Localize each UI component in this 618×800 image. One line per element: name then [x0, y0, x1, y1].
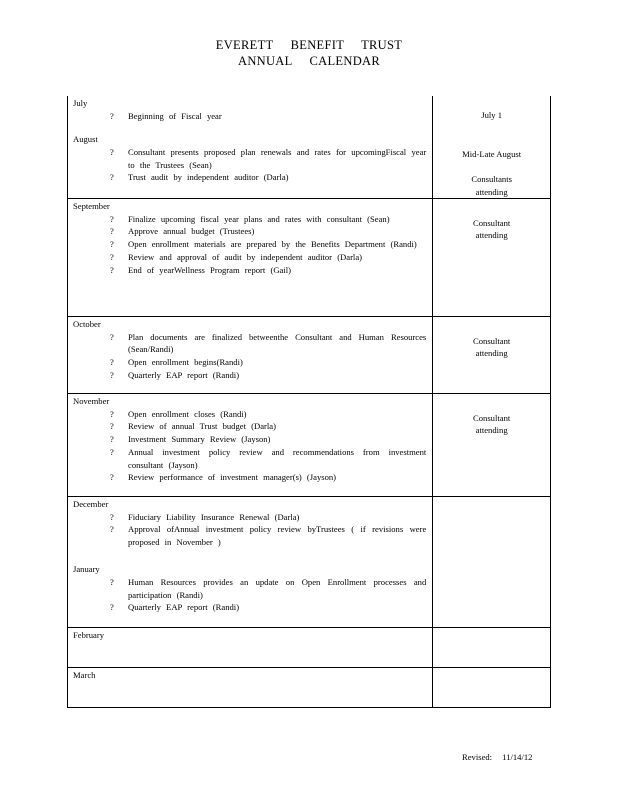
calendar-item	[73, 446, 426, 472]
bullet-icon: ?	[110, 226, 114, 237]
month-label: July	[73, 98, 88, 108]
month-label: March	[73, 669, 96, 680]
bullet-icon: ?	[110, 511, 114, 522]
document-title-line-2: ANNUAL CALENDAR	[238, 54, 380, 68]
calendar-item	[73, 146, 426, 172]
calendar-item-text: Open enrollment closes (Randi)	[128, 408, 247, 419]
calendar-item	[73, 433, 426, 446]
calendar-item-text: Beginning of Fiscal year	[128, 111, 222, 121]
calendar-item	[73, 369, 426, 382]
calendar-note: July 1	[481, 110, 503, 120]
bullet-icon: ?	[110, 251, 114, 262]
bullet-icon: ?	[110, 434, 114, 445]
bullet-icon: ?	[110, 369, 114, 380]
calendar-note: Mid-Late August	[462, 149, 522, 159]
calendar-note: Consultant attending	[473, 217, 511, 241]
calendar-row	[68, 627, 551, 667]
calendar-item-text: Review performance of investment manager(s) (Jayson)	[128, 472, 337, 483]
calendar-row	[68, 96, 551, 198]
calendar-item-text: Approval ofAnnual investment policy review byTrustees ( if revisions were proposed in November )	[128, 524, 427, 548]
calendar-note: Consultant attending	[473, 412, 511, 436]
calendar-item	[73, 471, 426, 484]
bullet-icon: ?	[110, 472, 114, 483]
calendar-note: Consultants attending	[471, 174, 512, 197]
calendar-row	[68, 198, 551, 316]
bullet-icon: ?	[110, 239, 114, 250]
calendar-item-text: Trust audit by independent auditor (Darla)	[128, 172, 289, 183]
bullet-icon: ?	[110, 331, 114, 342]
month-label: September	[73, 200, 110, 211]
calendar-item-text: Fiduciary Liability Insurance Renewal (Darla)	[128, 511, 300, 522]
calendar-activities-cell	[68, 627, 433, 667]
calendar-notes-cell	[433, 393, 551, 496]
revised-date: Revised: 11/14/12	[462, 752, 533, 762]
bullet-icon: ?	[110, 357, 114, 368]
calendar-item-text: Open enrollment begins(Randi)	[128, 357, 243, 368]
bullet-icon: ?	[110, 146, 114, 157]
calendar-item	[73, 420, 426, 433]
calendar-item-text: Quarterly EAP report (Randi)	[128, 369, 240, 380]
calendar-notes-cell	[433, 627, 551, 667]
calendar-item-text: Open enrollment materials are prepared by the Benefits Department (Randi)	[128, 239, 417, 250]
calendar-activities-cell	[68, 198, 433, 316]
month-label: August	[73, 133, 98, 144]
calendar-item	[73, 408, 426, 421]
bullet-icon: ?	[110, 576, 114, 587]
calendar-item	[73, 523, 426, 549]
bullet-icon: ?	[110, 602, 114, 613]
calendar-row	[68, 316, 551, 393]
calendar-activities-cell	[68, 496, 433, 627]
bullet-icon: ?	[110, 524, 114, 535]
month-label: October	[73, 318, 101, 329]
bullet-icon: ?	[110, 264, 114, 275]
calendar-item	[73, 576, 426, 602]
calendar-item	[73, 331, 426, 357]
calendar-notes-cell	[433, 96, 551, 198]
bullet-icon: ?	[110, 213, 114, 224]
calendar-item	[73, 511, 426, 524]
calendar-item	[73, 238, 426, 251]
calendar-row	[68, 496, 551, 627]
document-title-line-1: EVERETT BENEFIT TRUST	[215, 38, 403, 52]
calendar-notes-cell	[433, 316, 551, 393]
bullet-icon: ?	[110, 421, 114, 432]
calendar-row	[68, 667, 551, 707]
calendar-item-text: Quarterly EAP report (Randi)	[128, 602, 240, 613]
calendar-item	[73, 251, 426, 264]
calendar-activities-cell	[68, 316, 433, 393]
calendar-item-text: End of yearWellness Program report (Gail)	[128, 264, 291, 275]
calendar-item	[73, 356, 426, 369]
bullet-icon: ?	[110, 111, 114, 121]
calendar-notes-cell	[433, 496, 551, 627]
bullet-icon: ?	[110, 408, 114, 419]
calendar-item	[73, 225, 426, 238]
calendar-item	[73, 213, 426, 226]
bullet-icon: ?	[110, 446, 114, 457]
month-label: December	[73, 498, 109, 509]
calendar-note: Consultant attending	[473, 335, 511, 359]
month-label: January	[73, 563, 100, 574]
bullet-icon: ?	[110, 172, 114, 183]
month-label: February	[73, 629, 105, 640]
calendar-item-text: Human Resources provides an update on Open Enrollment processes and participation (Randi)	[128, 576, 427, 600]
calendar-item-text: Review and approval of audit by independent auditor (Darla)	[128, 251, 362, 262]
calendar-item-text: Finalize upcoming fiscal year plans and rates with consultant (Sean)	[128, 213, 390, 224]
calendar-notes-cell	[433, 667, 551, 707]
calendar-item-text: Annual investment policy review and recommendations from investment consultant (Jayson)	[128, 446, 427, 470]
calendar-item-text: Investment Summary Review (Jayson)	[128, 434, 271, 445]
calendar-item	[73, 601, 426, 614]
calendar-item	[73, 264, 426, 277]
month-label: November	[73, 395, 110, 406]
calendar-activities-cell	[68, 393, 433, 496]
calendar-activities-cell	[68, 96, 433, 198]
calendar-table	[67, 96, 551, 708]
calendar-item	[73, 171, 426, 184]
calendar-item	[73, 110, 426, 123]
calendar-item-text: Review of annual Trust budget (Darla)	[128, 421, 276, 432]
calendar-item-text: Approve annual budget (Trustees)	[128, 226, 255, 237]
calendar-activities-cell	[68, 667, 433, 707]
calendar-notes-cell	[433, 198, 551, 316]
calendar-item-text: Consultant presents proposed plan renewals and rates for upcomingFiscal year to the Trustees (Sean)	[128, 146, 427, 170]
calendar-item-text: Plan documents are finalized betweenthe Consultant and Human Resources (Sean/Randi)	[128, 331, 427, 355]
calendar-row	[68, 393, 551, 496]
